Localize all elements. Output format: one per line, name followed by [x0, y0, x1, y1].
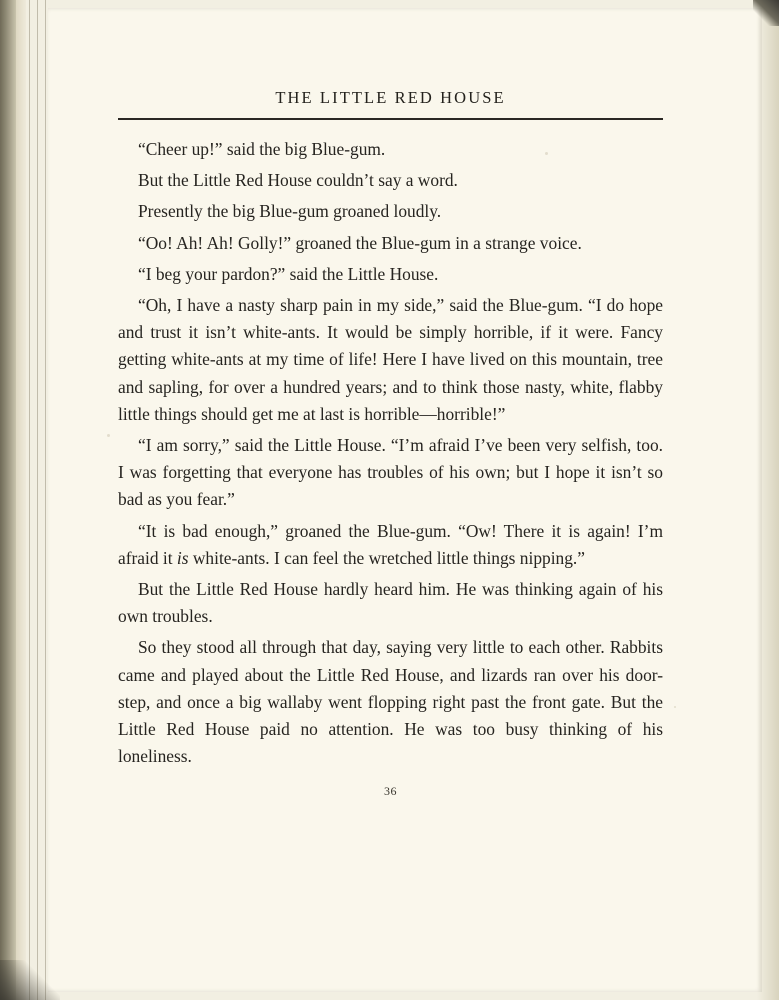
page-right-edge-shadow — [757, 0, 779, 1000]
page-corner-bottom-left — [0, 960, 60, 1000]
paragraph: “I beg your pardon?” said the Little House. — [138, 263, 439, 284]
gutter-line — [37, 0, 38, 1000]
gutter-line — [45, 0, 46, 1000]
gutter-line — [29, 0, 30, 1000]
paragraph: So they stood all through that day, saying very little to each other. Rabbits came and played about the Little Red House, and lizards ran over his door-step, and once a big wallaby went flopping right past the front gate. But the Little Red House paid no attention. He was too busy thinking of his loneliness. — [118, 637, 663, 767]
scan-speck — [674, 706, 676, 708]
page-corner-top-right — [753, 0, 779, 26]
header-rule — [118, 118, 663, 120]
paragraph: Presently the big Blue-gum groaned loudly. — [138, 201, 442, 222]
running-head: THE LITTLE RED HOUSE — [275, 88, 506, 107]
book-binding-inner-edge — [16, 0, 26, 1000]
paragraph: But the Little Red House hardly heard him. He was thinking again of his own troubles. — [118, 579, 663, 627]
paragraph: “Cheer up!” said the big Blue-gum. — [138, 139, 386, 159]
paragraph: “Oo! Ah! Ah! Golly!” groaned the Blue-gum in a strange voice. — [138, 232, 582, 253]
scan-speck — [107, 434, 110, 437]
page-text-block — [118, 88, 663, 799]
paragraph: But the Little Red House couldn’t say a word. — [138, 170, 458, 191]
paragraph-with-italic: “It is bad enough,” groaned the Blue-gum. “Ow! There it is again! I’m afraid it is white-ants. I can feel the wretched little things nipping.” — [118, 520, 663, 568]
page-number: 36 — [384, 784, 397, 799]
paragraph: “Oh, I have a nasty sharp pain in my side,” said the Blue-gum. “I do hope and trust it isn’t white-ants. It would be simply horrible, if it were. Fancy getting white-ants at my time of life! Here I have lived on this mountain, tree and sapling, for over a hundred years; and to think those nasty, white, flabby little things should get me at last is horrible—horrible!” — [118, 295, 663, 424]
paragraph: “I am sorry,” said the Little House. “I’m afraid I’ve been very selfish, too. I was forgetting that everyone has troubles of his own; but I hope it isn’t so bad as you fear.” — [118, 435, 663, 510]
book-binding-edge — [0, 0, 16, 1000]
